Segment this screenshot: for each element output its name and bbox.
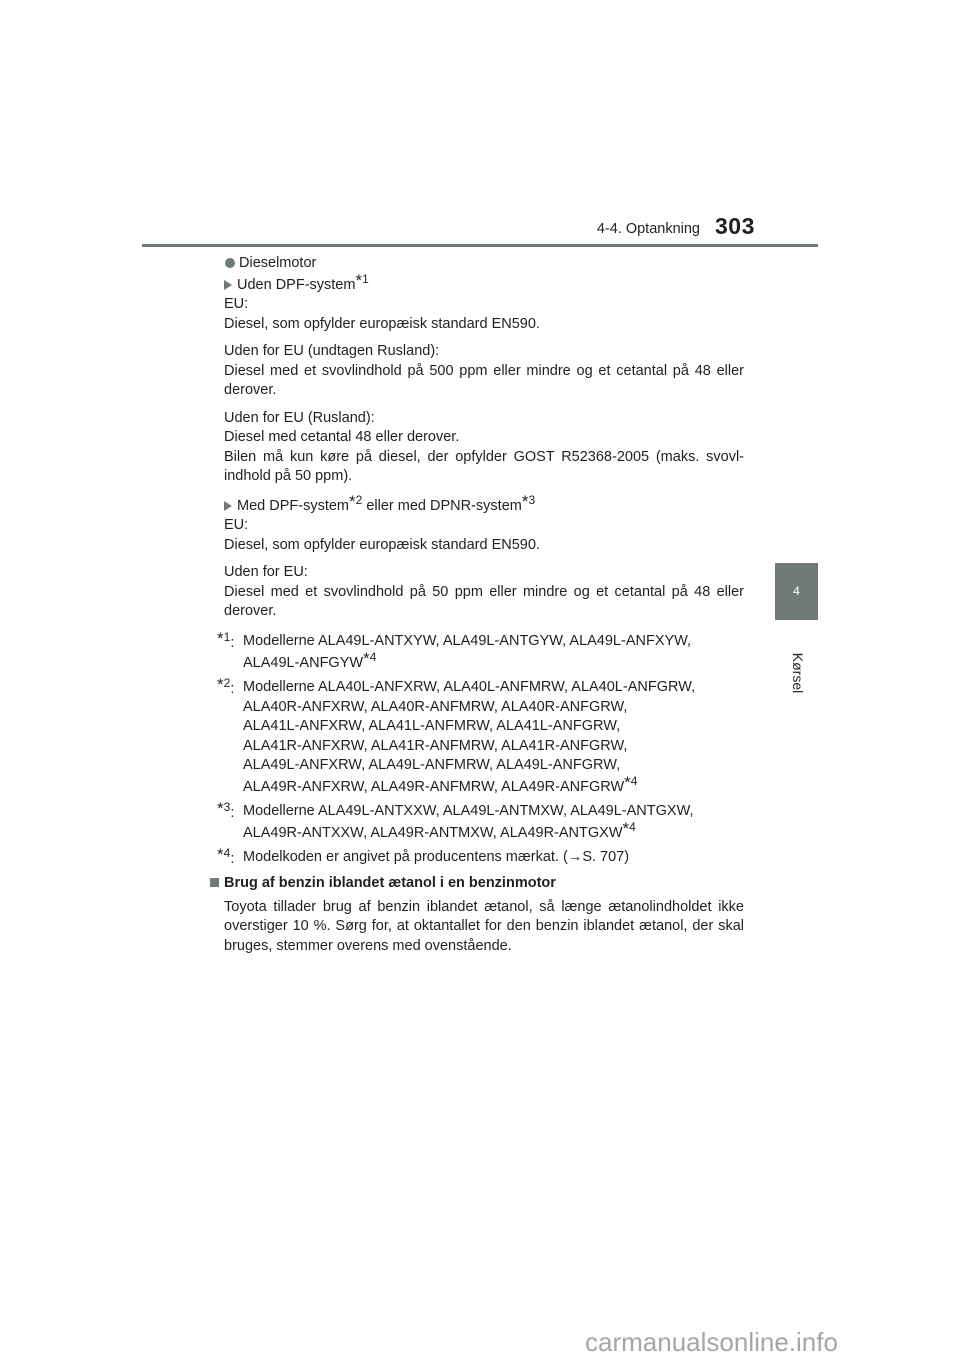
section-body: Toyota tillader brug af benzin iblandet ætanol, så længe ætanolindholdet ikke overstiger 10 %. Sørg for, at oktantallet for den benzin iblandet ætanol, der skal bruges, stemmer overens med ovenstående.	[224, 898, 744, 954]
footnote-line: ALA49R-ANTXXW, ALA49R-ANTMXW, ALA49R-ANTGXW*$^4$	[243, 818, 636, 841]
no-dpf-russia-block	[224, 409, 744, 487]
footnote-line: ALA49R-ANFXRW, ALA49R-ANFMRW, ALA49R-ANFGRW*$^4$	[243, 772, 638, 795]
with-dpf-eu-text: Diesel, som opfylder europæisk standard EN590.	[224, 536, 540, 553]
footnote-line: ALA41L-ANFXRW, ALA41L-ANFMRW, ALA41L-ANFGRW,	[243, 718, 621, 734]
with-dpf-eu-label: EU:	[224, 517, 249, 533]
footnote-1	[217, 629, 757, 673]
no-dpf-russia-text-2: Bilen må kun køre på diesel, der opfylder GOST R52368-2005 (maks. svovl-indhold på 50 ppm).	[224, 448, 744, 484]
diesel-heading-text: Dieselmotor	[239, 255, 317, 271]
footnote-3	[217, 799, 757, 843]
footnote-line: ALA41R-ANFXRW, ALA41R-ANFMRW, ALA41R-ANFGRW,	[243, 737, 628, 754]
with-dpf-label-2: eller med DPNR-system	[362, 497, 522, 514]
with-dpf-subheading	[224, 491, 744, 517]
footnote-star-icon: *	[355, 270, 363, 290]
no-dpf-eu-label: EU:	[224, 296, 249, 312]
no-dpf-non-eu-label: Uden for EU (undtagen Rusland):	[224, 343, 440, 359]
footnote-line: Modelkoden er angivet på producentens mærkat. (→S. 707)	[243, 849, 630, 865]
section-heading	[210, 874, 744, 894]
footnote-ref: 1	[362, 271, 369, 286]
triangle-right-icon	[224, 280, 232, 290]
header-section-title: 4-4. Optankning	[596, 221, 700, 237]
footnote-ref: 3	[528, 492, 536, 507]
with-dpf-non-eu-label: Uden for EU:	[224, 564, 308, 580]
page-number: 303	[715, 213, 755, 239]
no-dpf-non-eu-block	[224, 342, 744, 401]
main-content	[224, 254, 744, 630]
header-rule	[142, 244, 818, 247]
footnote-star-icon: *	[349, 491, 356, 511]
footnote-ref: 2	[355, 492, 363, 507]
bullet-circle-icon	[225, 258, 235, 268]
no-dpf-subheading	[224, 270, 744, 296]
ethanol-section	[210, 874, 744, 956]
chapter-label-text: Kørsel	[790, 652, 806, 694]
no-dpf-russia-label: Uden for EU (Rusland):	[224, 409, 375, 426]
chapter-label	[788, 633, 808, 713]
footnote-line: ALA49L-ANFXRW, ALA49L-ANFMRW, ALA49L-ANFGRW,	[243, 757, 621, 773]
footnote-line: Modellerne ALA40L-ANFXRW, ALA40L-ANFMRW, ALA40L-ANFGRW,	[243, 679, 696, 695]
diesel-heading	[224, 254, 744, 274]
footnote-mark: *$^2$:	[217, 675, 235, 697]
with-dpf-non-eu-text: Diesel med et svovlindhold på 50 ppm eller mindre og et cetantal på 48 eller derover.	[224, 583, 744, 619]
footnote-mark: *$^4$:	[217, 845, 235, 867]
footnote-mark: *$^3$:	[217, 799, 235, 821]
watermark: carmanualsonline.info	[585, 1327, 838, 1357]
footnote-line: Modellerne ALA49L-ANTXXW, ALA49L-ANTMXW, ALA49L-ANTGXW,	[243, 803, 694, 819]
footnote-star-icon: *	[521, 491, 529, 511]
square-bullet-icon	[210, 878, 219, 887]
no-dpf-label: Uden DPF-system	[237, 276, 356, 293]
chapter-tab	[775, 563, 818, 620]
footnote-line: ALA49L-ANFGYW*$^4$	[243, 648, 377, 671]
no-dpf-non-eu-text: Diesel med et svovlindhold på 500 ppm eller mindre og et cetantal på 48 eller derover.	[224, 362, 744, 398]
section-heading-text: Brug af benzin iblandet ætanol i en benzinmotor	[224, 875, 556, 891]
with-dpf-eu-block	[224, 516, 744, 555]
no-dpf-russia-text-1: Diesel med cetantal 48 eller derover.	[224, 429, 460, 445]
with-dpf-non-eu-block	[224, 563, 744, 622]
with-dpf-label-1: Med DPF-system	[237, 497, 349, 514]
footnote-line: ALA40R-ANFXRW, ALA40R-ANFMRW, ALA40R-ANFGRW,	[243, 698, 628, 715]
triangle-right-icon	[224, 501, 232, 511]
footnote-line: Modellerne ALA49L-ANTXYW, ALA49L-ANTGYW, ALA49L-ANFXYW,	[243, 633, 692, 649]
footnote-mark: *$^1$:	[217, 629, 235, 651]
no-dpf-eu-block	[224, 295, 744, 334]
footnote-4	[217, 845, 757, 868]
footnote-2	[217, 675, 757, 797]
no-dpf-eu-text: Diesel, som opfylder europæisk standard EN590.	[224, 315, 540, 332]
footnotes	[217, 629, 757, 873]
chapter-number: 4	[793, 584, 800, 598]
